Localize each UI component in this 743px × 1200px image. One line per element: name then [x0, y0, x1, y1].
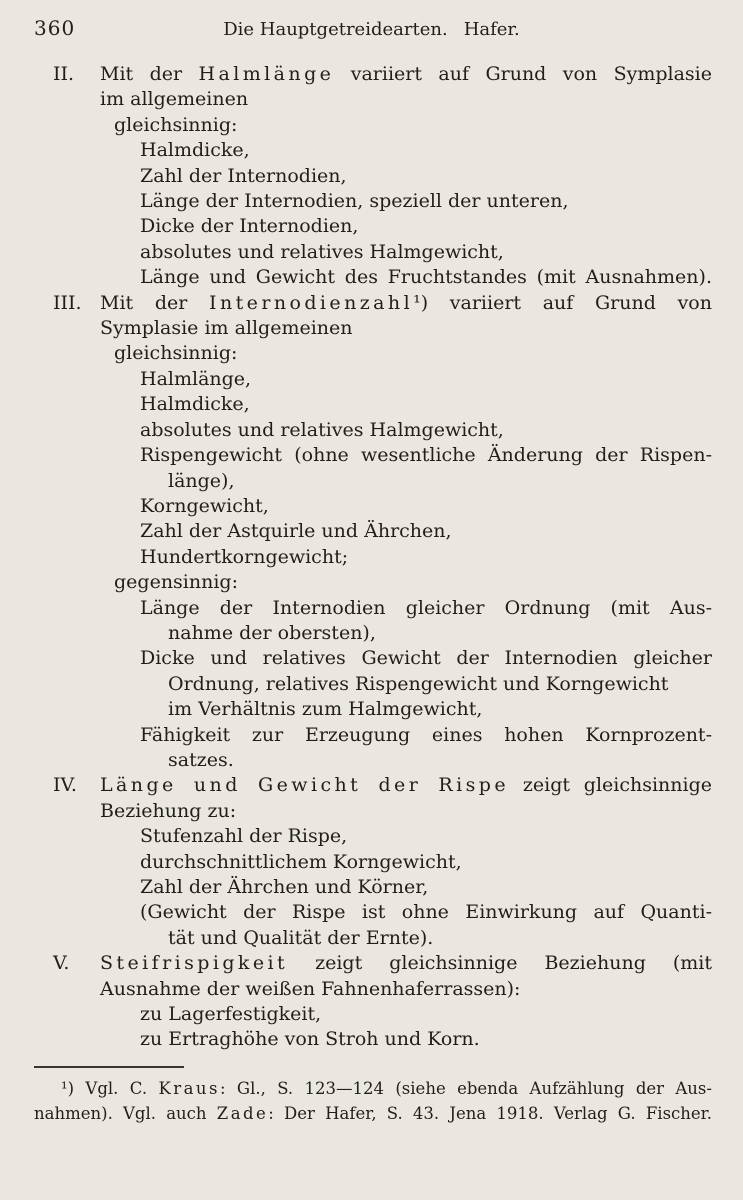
list-item: Länge der Internodien gleicher Ordnung (mit Aus- — [140, 596, 712, 619]
footnote-text-post: : Gl., S. 123—124 (siehe ebenda Aufzählung der Aus- — [219, 1079, 712, 1098]
list-item-continuation: im Verhältnis zum Halmgewicht, — [168, 698, 483, 721]
footnote-ref-kraus: Kraus — [158, 1079, 220, 1098]
section-ii-intro-line1 — [0, 62, 712, 87]
section-ii-numeral: II. — [53, 63, 75, 85]
running-title-left: Die Hauptgetreidearten. — [223, 19, 448, 40]
list-item: Hundertkorngewicht; — [140, 545, 349, 568]
list-item: absolutes und relatives Halmgewicht, — [140, 418, 504, 441]
footnote-marker: ¹) — [61, 1079, 75, 1098]
list-item: zu Ertraghöhe von Stroh und Korn. — [140, 1028, 480, 1051]
list-item-continuation: nahme der obersten), — [168, 621, 376, 644]
section-ii-intro-line2: im allgemeinen — [100, 88, 249, 111]
list-item: Zahl der Internodien, — [140, 164, 347, 187]
gleichsinnig-label: gleichsinnig: — [114, 113, 238, 136]
footnote-ref-zade: Zade — [216, 1103, 269, 1123]
gegensinnig-label: gegensinnig: — [114, 571, 238, 594]
footnote-line-1 — [34, 1077, 712, 1102]
section-v-numeral: V. — [53, 952, 70, 975]
section-iv-keyword: Länge und Gewicht der Rispe — [100, 774, 510, 797]
list-item: Halmdicke, — [140, 393, 250, 416]
page-body — [0, 62, 743, 1053]
running-title — [0, 19, 743, 40]
footnote-divider — [34, 1066, 184, 1068]
section-iv-numeral: IV. — [53, 774, 77, 797]
list-item: Halmlänge, — [140, 367, 252, 390]
section-ii-keyword: Halmlänge — [198, 63, 335, 85]
section-iv-intro-post: zeigt gleichsinnige — [509, 774, 713, 797]
footnote-line-2 — [34, 1102, 712, 1127]
list-item: Länge und Gewicht des Fruchtstandes (mit Ausnahmen). — [140, 266, 712, 289]
section-ii-intro-pre: Mit der — [100, 63, 199, 85]
footnote — [34, 1066, 712, 1126]
section-v-keyword: Steifrispigkeit — [100, 952, 289, 975]
section-v-intro-line1 — [0, 951, 712, 976]
list-item: Dicke und relatives Gewicht der Internodien gleicher — [140, 647, 712, 670]
list-item: Rispengewicht (ohne wesentliche Änderung der Rispen- — [140, 444, 712, 467]
list-item-continuation: länge), — [168, 469, 235, 492]
section-ii-intro-post: variiert auf Grund von Symplasie — [334, 63, 712, 85]
list-item-continuation: tät und Qualität der Ernte). — [168, 926, 434, 949]
section-iii-intro-line2: Symplasie im allgemeinen — [100, 317, 353, 340]
section-iii-intro-post: variiert auf Grund von — [428, 291, 712, 314]
list-item-continuation: Ordnung, relatives Rispengewicht und Korngewicht — [168, 672, 669, 695]
section-v-intro-line2: Ausnahme der weißen Fahnenhaferrassen): — [100, 977, 521, 1000]
section-iii-numeral: III. — [53, 291, 82, 314]
list-item: durchschnittlichem Korngewicht, — [140, 850, 462, 873]
list-item: Zahl der Astquirle und Ährchen, — [140, 520, 452, 543]
section-iii-intro-pre: Mit der — [100, 291, 210, 314]
section-iii-keyword: Internodienzahl — [209, 291, 414, 314]
list-item: zu Lagerfestigkeit, — [140, 1003, 322, 1026]
list-item: Fähigkeit zur Erzeugung eines hohen Kornprozent- — [140, 723, 712, 746]
footnote-ref-marker: ¹) — [413, 291, 429, 314]
list-item: Dicke der Internodien, — [140, 215, 359, 238]
list-item: Länge der Internodien, speziell der unteren, — [140, 190, 569, 213]
list-item: Zahl der Ährchen und Körner, — [140, 876, 429, 898]
list-item: Korngewicht, — [140, 494, 269, 517]
list-item: (Gewicht der Rispe ist ohne Einwirkung auf Quanti- — [140, 901, 712, 924]
footnote-text-post: : Der Hafer, S. 43. Jena 1918. Verlag G. Fischer. — [268, 1103, 712, 1123]
section-v-intro-post: zeigt gleichsinnige Beziehung (mit — [288, 952, 712, 975]
footnote-text-pre: Vgl. C. — [74, 1079, 159, 1098]
list-item: Stufenzahl der Rispe, — [140, 825, 348, 848]
section-iii-intro-line1 — [0, 291, 712, 316]
list-item-continuation: satzes. — [168, 748, 234, 771]
page-number: 360 — [34, 16, 76, 40]
list-item: Halmdicke, — [140, 139, 250, 162]
footnote-text-pre: nahmen). Vgl. auch — [34, 1103, 217, 1123]
section-iv-intro-line1 — [0, 773, 712, 798]
gleichsinnig-label: gleichsinnig: — [114, 342, 238, 365]
running-title-right: Hafer. — [463, 19, 520, 40]
section-iv-intro-line2: Beziehung zu: — [100, 799, 237, 822]
list-item: absolutes und relatives Halmgewicht, — [140, 240, 504, 263]
